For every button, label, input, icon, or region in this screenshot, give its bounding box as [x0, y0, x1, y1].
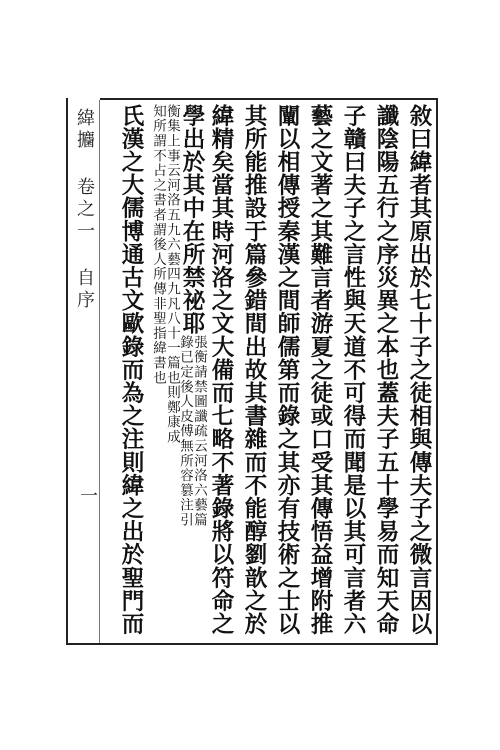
text-column-2: 讖陰陽五行之序災異之本也蓋夫子五十學易而知天命 [373, 104, 399, 636]
text-column-3: 子贛曰夫子之言性與天道不可得而聞是以其可言者六 [340, 104, 366, 636]
text-column-9 [148, 104, 178, 636]
text-column-7: 緯精矣當其時河洛之文大備而七略不著錄將以符命之 [208, 104, 234, 636]
page-number: 一 [77, 486, 98, 504]
extra-note-left: 知所謂不占之書者謂後人所傳非聖指緯書也 [150, 104, 166, 386]
frame-bottom-border [66, 643, 438, 645]
note-pair [178, 335, 205, 527]
text-column-4: 藝之文著之其難言者游夏之徒或口受其傳悟益增附推 [307, 104, 333, 636]
text-column-10: 氏漢之大儒博通古文歐錄而為之注則緯之出於聖門而 [118, 104, 144, 636]
extra-note-right: 衡集上事云河洛五九六藝四九凡八十一篇也則鄭康成 [164, 104, 180, 445]
frame-top-border [100, 98, 438, 100]
text-column-6: 其所能推設于篇參錯間出故其書雜而不能醇劉歆之於 [241, 104, 267, 636]
text-column-5: 闡以相傳授秦漢之間師儒第而錄之其亦有技術之士以 [274, 104, 300, 636]
text-column-8 [178, 104, 208, 636]
note-main-text: 學出於其中在所禁祕耶 [179, 104, 205, 335]
frame-right-border [436, 98, 438, 643]
margin-title: 緯攟 卷之一 自序 [74, 108, 95, 312]
note-right-line: 張衡請禁圖讖疏云河洛六藝篇 [191, 335, 207, 528]
note-left-line: 錄已定後人皮傅無所容篡注引 [177, 335, 193, 528]
text-column-1: 敘曰緯者其原出於七十子之徒相與傳夫子之微言因以 [406, 104, 432, 636]
